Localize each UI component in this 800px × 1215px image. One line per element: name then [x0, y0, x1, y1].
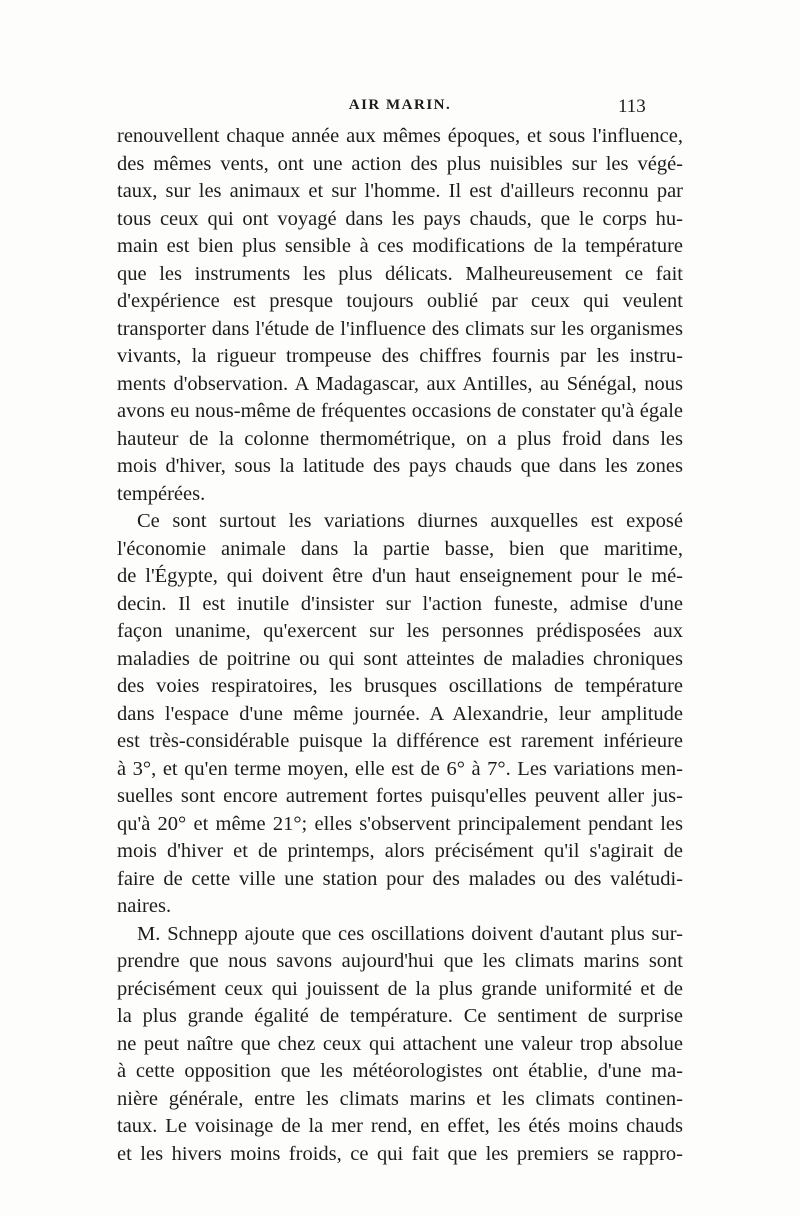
- text-line: nière générale, entre les climats marins et les climats continen-: [117, 1087, 683, 1110]
- text-line: decin. Il est inutile d'insister sur l'action funeste, admise d'une: [117, 592, 683, 615]
- text-line: transporter dans l'étude de l'influence des climats sur les organismes: [117, 317, 683, 340]
- text-line: taux, sur les animaux et sur l'homme. Il est d'ailleurs reconnu par: [117, 180, 683, 202]
- text-line: est très-considérable puisque la différence est rarement inférieure: [117, 730, 683, 752]
- text-line: l'économie animale dans la partie basse, bien que maritime,: [117, 537, 683, 560]
- text-line: la plus grande égalité de température. Ce sentiment de surprise: [117, 1005, 683, 1027]
- text-line: que les instruments les plus délicats. Malheureusement ce fait: [117, 262, 683, 285]
- text-line: dans l'espace d'une même journée. A Alexandrie, leur amplitude: [117, 702, 683, 725]
- text-line: à 3°, et qu'en terme moyen, elle est de 6° à 7°. Les variations men-: [117, 757, 683, 780]
- text-line: renouvellent chaque année aux mêmes époques, et sous l'influence,: [117, 125, 683, 147]
- text-line: mois d'hiver, sous la latitude des pays chauds que dans les zones: [117, 455, 683, 477]
- text-line: qu'à 20° et même 21°; elles s'observent principalement pendant les: [117, 812, 683, 835]
- text-line: vivants, la rigueur trompeuse des chiffres fournis par les instru-: [117, 345, 683, 367]
- text-line: M. Schnepp ajoute que ces oscillations doivent d'autant plus sur-: [137, 922, 683, 945]
- page-number: 113: [618, 96, 646, 117]
- text-line: tous ceux qui ont voyagé dans les pays chauds, que le corps hu-: [117, 207, 683, 230]
- text-line: taux. Le voisinage de la mer rend, en effet, les étés moins chauds: [117, 1115, 683, 1137]
- text-line: façon unanime, qu'exercent sur les personnes prédisposées aux: [117, 620, 683, 642]
- text-line: ments d'observation. A Madagascar, aux Antilles, au Sénégal, nous: [117, 372, 683, 395]
- text-line: Ce sont surtout les variations diurnes auxquelles est exposé: [137, 510, 683, 532]
- text-line: tempérées.: [117, 482, 206, 505]
- text-line: naires.: [117, 895, 172, 917]
- text-line: avons eu nous-même de fréquentes occasions de constater qu'à égale: [117, 400, 683, 422]
- text-line: de l'Égypte, qui doivent être d'un haut enseignement pour le mé-: [117, 565, 683, 587]
- running-title: AIR MARIN.: [348, 97, 452, 113]
- text-line: ne peut naître que chez ceux qui attachent une valeur trop absolue: [117, 1032, 683, 1055]
- body-text: [117, 123, 683, 1168]
- text-line: et les hivers moins froids, ce qui fait que les premiers se rappro-: [117, 1142, 683, 1165]
- text-line: à cette opposition que les météorologistes ont établie, d'une ma-: [117, 1060, 683, 1082]
- text-line: main est bien plus sensible à ces modifications de la température: [117, 235, 683, 257]
- text-line: mois d'hiver et de printemps, alors précisément qu'il s'agirait de: [117, 840, 683, 862]
- text-line: précisément ceux qui jouissent de la plus grande uniformité et de: [117, 977, 683, 1000]
- text-line: d'expérience est presque toujours oublié par ceux qui veulent: [117, 290, 683, 312]
- text-line: des voies respiratoires, les brusques oscillations de température: [117, 675, 683, 697]
- text-line: des mêmes vents, ont une action des plus nuisibles sur les végé-: [117, 152, 683, 175]
- text-line: prendre que nous savons aujourd'hui que les climats marins sont: [117, 950, 683, 972]
- text-line: hauteur de la colonne thermométrique, on a plus froid dans les: [117, 427, 683, 450]
- text-line: suelles sont encore autrement fortes puisqu'elles peuvent aller jus-: [117, 785, 683, 807]
- text-line: maladies de poitrine ou qui sont atteintes de maladies chroniques: [117, 647, 683, 670]
- text-line: faire de cette ville une station pour des malades ou des valétudi-: [117, 867, 683, 890]
